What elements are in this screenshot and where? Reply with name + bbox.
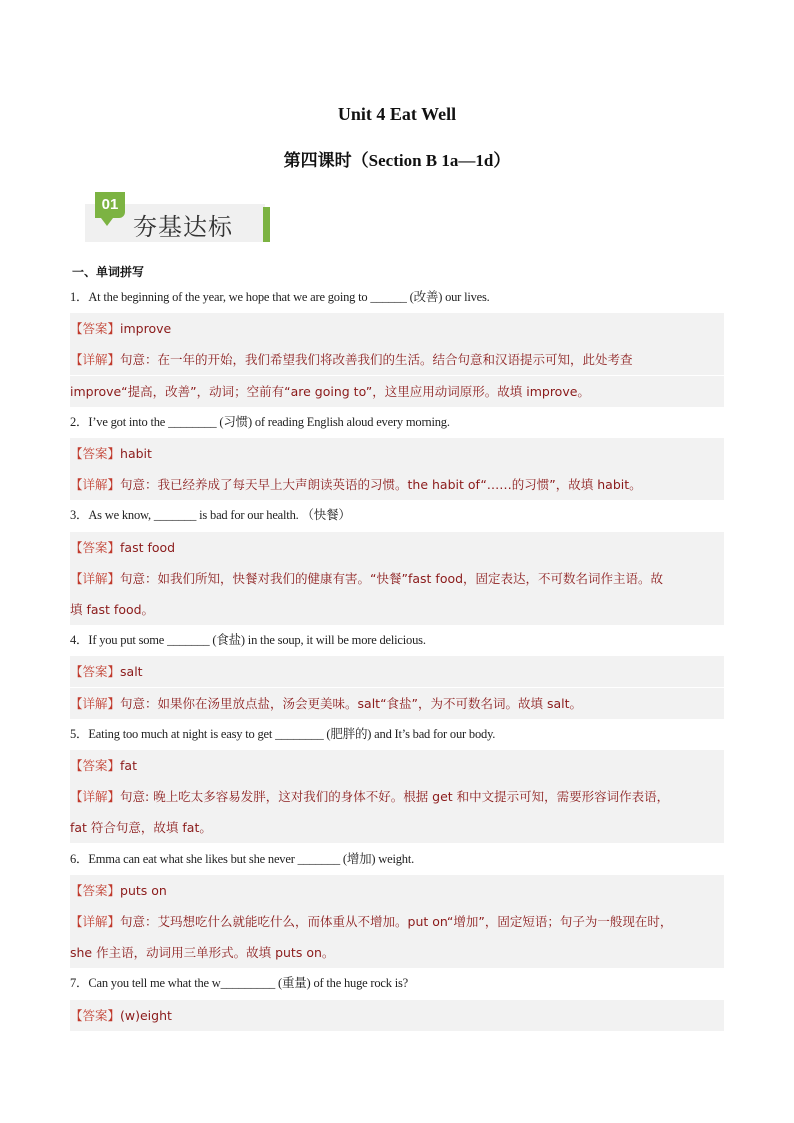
line-text: salt [120, 664, 143, 680]
answer-tag: 【答案】 [70, 664, 121, 680]
detail-continuation-line [70, 937, 724, 968]
line-text: 3．As we know, _______ is bad for our health. （快餐） [70, 508, 351, 523]
detail-continuation-line [70, 812, 724, 843]
line-text: 句意: 晚上吃太多容易发胖，这对我们的身体不好。根据 get 和中文提示可知，需要形容词作表语， [120, 789, 670, 805]
detail-continuation-line [70, 594, 724, 625]
line-text: puts on [120, 882, 167, 898]
answer-line [70, 750, 724, 781]
line-text: improve“提高，改善”，动词；空前有“are going to”，这里应用动词原形。故填 improve。 [70, 383, 590, 399]
question-line [70, 282, 724, 313]
detail-tag: 【详解】 [70, 695, 121, 711]
banner-label: 夯基达标 [133, 213, 233, 241]
question-line [70, 625, 724, 656]
line-text: 句意：在一年的开始，我们希望我们将改善我们的生活。结合句意和汉语提示可知，此处考查 [120, 352, 633, 368]
line-text: 1．At the beginning of the year, we hope that we are going to ______ (改善) our lives. [70, 290, 490, 304]
question-line [70, 719, 724, 750]
answer-line [70, 313, 724, 344]
line-text: (w)eight [120, 1007, 172, 1023]
detail-line [70, 906, 724, 937]
question-line [70, 968, 724, 999]
section-heading: 一、单词拼写 [72, 265, 145, 279]
answer-tag: 【答案】 [70, 882, 121, 898]
detail-line [70, 563, 724, 594]
detail-tag: 【详解】 [70, 789, 121, 805]
line-text: 句意：我已经养成了每天早上大声朗读英语的习惯。the habit of“……的习惯”，故填 habit。 [120, 477, 642, 493]
line-text: fast food [120, 539, 176, 555]
answer-line [70, 875, 724, 906]
detail-line [70, 688, 724, 719]
detail-line [70, 781, 724, 812]
line-text: habit [120, 446, 152, 461]
line-text: 2．I’ve got into the ________ (习惯) of reading English aloud every morning. [70, 414, 450, 429]
question-line [70, 844, 724, 875]
answer-tag: 【答案】 [70, 1007, 121, 1023]
line-text: improve [120, 321, 172, 337]
answer-tag: 【答案】 [70, 321, 121, 337]
detail-continuation-line [70, 376, 724, 407]
line-text: 填 fast food。 [70, 602, 155, 617]
line-text: 7．Can you tell me what the w_________ (重量) of the huge rock is? [70, 976, 409, 991]
page-title: Unit 4 Eat Well [337, 104, 457, 124]
line-text: 句意：如我们所知，快餐对我们的健康有害。“快餐”fast food，固定表达，不可数名词作主语。故 [120, 570, 664, 586]
line-text: 5．Eating too much at night is easy to get ________ (肥胖的) and It’s bad for our body. [70, 726, 496, 741]
banner-accent-bar [263, 207, 270, 242]
section-banner [85, 188, 271, 242]
answer-line [70, 1000, 724, 1031]
banner-number-badge: 01 [95, 192, 125, 218]
line-text: 4．If you put some _______ (食盐) in the soup, it will be more delicious. [70, 633, 426, 648]
answer-line [70, 438, 724, 469]
answer-tag: 【答案】 [70, 446, 121, 461]
answer-tag: 【答案】 [70, 758, 121, 773]
detail-line [70, 344, 724, 375]
detail-tag: 【详解】 [70, 352, 121, 368]
line-text: fat 符合句意，故填 fat。 [70, 820, 212, 836]
line-text: 6．Emma can eat what she likes but she never _______ (增加) weight. [70, 851, 415, 866]
page-subtitle: 第四课时（Section B 1a—1d） [283, 151, 511, 170]
line-text: 句意：如果你在汤里放点盐，汤会更美味。salt“食盐”，为不可数名词。故填 salt。 [120, 695, 583, 711]
question-line [70, 500, 724, 531]
question-line [70, 407, 724, 438]
line-text: fat [120, 758, 137, 773]
detail-tag: 【详解】 [70, 570, 121, 586]
detail-tag: 【详解】 [70, 914, 121, 929]
detail-line [70, 469, 724, 500]
line-text: 句意：艾玛想吃什么就能吃什么，而体重从不增加。put on“增加”，固定短语；句子为一般现在时， [120, 914, 673, 929]
answer-line [70, 532, 724, 563]
answer-tag: 【答案】 [70, 539, 121, 555]
answer-line [70, 656, 724, 687]
detail-tag: 【详解】 [70, 477, 121, 493]
line-text: she 作主语，动词用三单形式。故填 puts on。 [70, 945, 335, 961]
